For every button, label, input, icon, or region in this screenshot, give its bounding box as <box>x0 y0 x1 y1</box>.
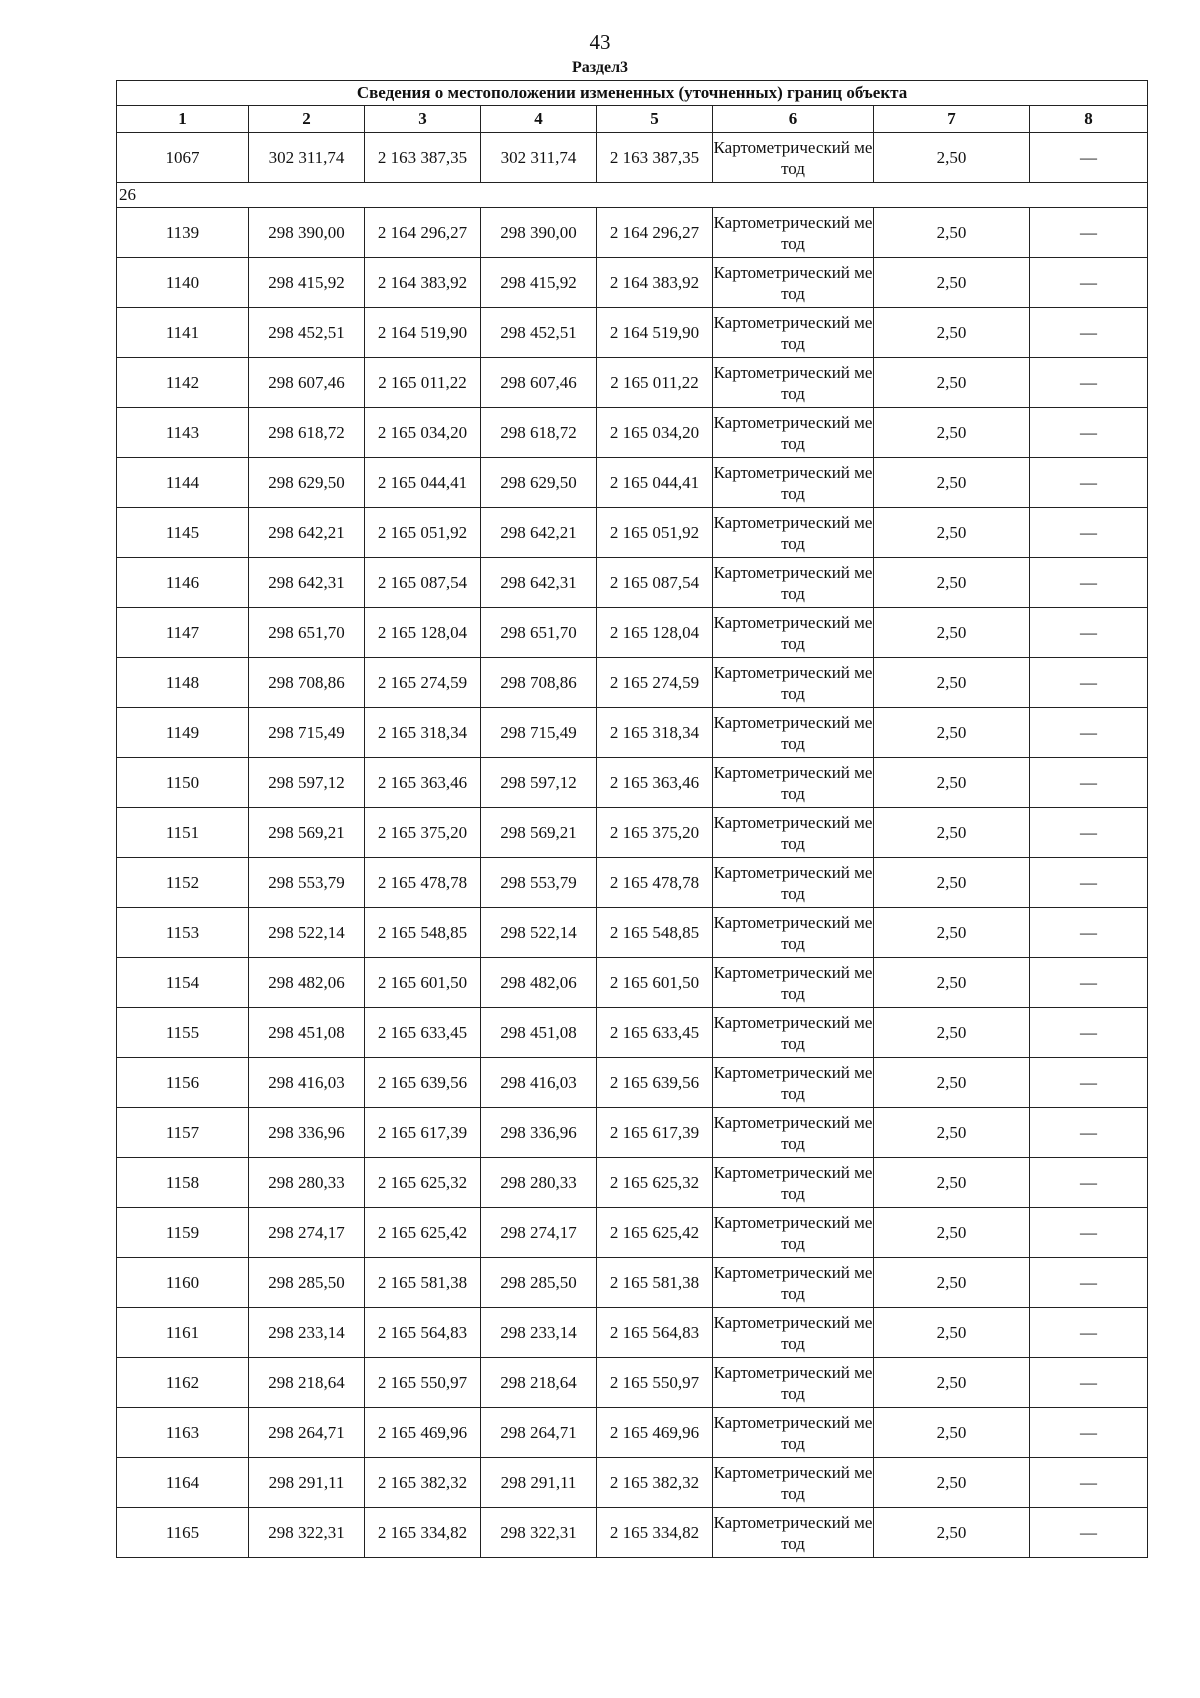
y-old-cell: 2 165 617,39 <box>365 1108 481 1158</box>
table-row <box>117 1058 1148 1108</box>
table-row <box>117 133 1148 183</box>
x-old-cell: 298 642,31 <box>249 558 365 608</box>
method-cell: Картометрический метод <box>713 1058 874 1108</box>
table-title: Сведения о местоположении измененных (уточненных) границ объекта <box>117 81 1148 106</box>
x-new-cell: 298 285,50 <box>481 1258 597 1308</box>
x-new-cell: 298 416,03 <box>481 1058 597 1108</box>
table-row <box>117 1008 1148 1058</box>
table-row <box>117 1508 1148 1558</box>
table-row <box>117 258 1148 308</box>
y-new-cell: 2 165 548,85 <box>597 908 713 958</box>
y-new-cell: 2 164 383,92 <box>597 258 713 308</box>
column-number: 2 <box>249 106 365 133</box>
y-old-cell: 2 165 363,46 <box>365 758 481 808</box>
x-old-cell: 298 390,00 <box>249 208 365 258</box>
y-old-cell: 2 164 296,27 <box>365 208 481 258</box>
y-new-cell: 2 163 387,35 <box>597 133 713 183</box>
table-row <box>117 808 1148 858</box>
method-cell: Картометрический метод <box>713 458 874 508</box>
x-old-cell: 298 715,49 <box>249 708 365 758</box>
x-new-cell: 298 569,21 <box>481 808 597 858</box>
point-number-cell: 1161 <box>117 1308 249 1358</box>
point-number-cell: 1164 <box>117 1458 249 1508</box>
accuracy-cell: 2,50 <box>874 408 1030 458</box>
x-old-cell: 298 482,06 <box>249 958 365 1008</box>
accuracy-cell: 2,50 <box>874 258 1030 308</box>
description-cell: — <box>1030 708 1148 758</box>
column-number: 3 <box>365 106 481 133</box>
description-cell: — <box>1030 1408 1148 1458</box>
y-old-cell: 2 165 274,59 <box>365 658 481 708</box>
point-number-cell: 1163 <box>117 1408 249 1458</box>
description-cell: — <box>1030 1458 1148 1508</box>
accuracy-cell: 2,50 <box>874 658 1030 708</box>
point-number-cell: 1144 <box>117 458 249 508</box>
y-old-cell: 2 165 625,32 <box>365 1158 481 1208</box>
method-cell: Картометрический метод <box>713 908 874 958</box>
y-old-cell: 2 165 087,54 <box>365 558 481 608</box>
point-number-cell: 1142 <box>117 358 249 408</box>
point-number-cell: 1162 <box>117 1358 249 1408</box>
column-number: 8 <box>1030 106 1148 133</box>
y-old-cell: 2 165 034,20 <box>365 408 481 458</box>
group-label: 26 <box>117 183 1148 208</box>
y-old-cell: 2 165 639,56 <box>365 1058 481 1108</box>
x-new-cell: 298 642,31 <box>481 558 597 608</box>
x-old-cell: 298 322,31 <box>249 1508 365 1558</box>
x-old-cell: 298 607,46 <box>249 358 365 408</box>
method-cell: Картометрический метод <box>713 708 874 758</box>
x-new-cell: 298 390,00 <box>481 208 597 258</box>
accuracy-cell: 2,50 <box>874 858 1030 908</box>
x-new-cell: 298 233,14 <box>481 1308 597 1358</box>
y-old-cell: 2 164 383,92 <box>365 258 481 308</box>
y-new-cell: 2 165 550,97 <box>597 1358 713 1408</box>
point-number-cell: 1140 <box>117 258 249 308</box>
description-cell: — <box>1030 508 1148 558</box>
description-cell: — <box>1030 258 1148 308</box>
point-number-cell: 1160 <box>117 1258 249 1308</box>
x-new-cell: 298 452,51 <box>481 308 597 358</box>
x-old-cell: 298 233,14 <box>249 1308 365 1358</box>
accuracy-cell: 2,50 <box>874 1458 1030 1508</box>
table-row <box>117 1158 1148 1208</box>
table-row <box>117 208 1148 258</box>
table-row <box>117 858 1148 908</box>
accuracy-cell: 2,50 <box>874 1258 1030 1308</box>
table-row <box>117 458 1148 508</box>
table-row <box>117 1208 1148 1258</box>
y-new-cell: 2 165 625,32 <box>597 1158 713 1208</box>
x-new-cell: 298 322,31 <box>481 1508 597 1558</box>
y-old-cell: 2 165 334,82 <box>365 1508 481 1558</box>
x-old-cell: 298 618,72 <box>249 408 365 458</box>
x-old-cell: 298 651,70 <box>249 608 365 658</box>
x-old-cell: 298 416,03 <box>249 1058 365 1108</box>
method-cell: Картометрический метод <box>713 1508 874 1558</box>
method-cell: Картометрический метод <box>713 358 874 408</box>
y-old-cell: 2 165 564,83 <box>365 1308 481 1358</box>
description-cell: — <box>1030 1108 1148 1158</box>
x-new-cell: 298 274,17 <box>481 1208 597 1258</box>
accuracy-cell: 2,50 <box>874 1008 1030 1058</box>
y-new-cell: 2 165 633,45 <box>597 1008 713 1058</box>
description-cell: — <box>1030 133 1148 183</box>
y-old-cell: 2 165 051,92 <box>365 508 481 558</box>
method-cell: Картометрический метод <box>713 1458 874 1508</box>
method-cell: Картометрический метод <box>713 558 874 608</box>
x-old-cell: 298 415,92 <box>249 258 365 308</box>
column-number: 5 <box>597 106 713 133</box>
method-cell: Картометрический метод <box>713 1008 874 1058</box>
column-number: 6 <box>713 106 874 133</box>
point-number-cell: 1067 <box>117 133 249 183</box>
x-new-cell: 298 415,92 <box>481 258 597 308</box>
table-row <box>117 558 1148 608</box>
point-number-cell: 1153 <box>117 908 249 958</box>
description-cell: — <box>1030 1358 1148 1408</box>
column-number-row <box>117 106 1148 133</box>
method-cell: Картометрический метод <box>713 758 874 808</box>
column-number: 1 <box>117 106 249 133</box>
y-old-cell: 2 163 387,35 <box>365 133 481 183</box>
point-number-cell: 1147 <box>117 608 249 658</box>
description-cell: — <box>1030 208 1148 258</box>
accuracy-cell: 2,50 <box>874 358 1030 408</box>
description-cell: — <box>1030 1058 1148 1108</box>
table-row <box>117 358 1148 408</box>
description-cell: — <box>1030 1258 1148 1308</box>
method-cell: Картометрический метод <box>713 508 874 558</box>
y-new-cell: 2 165 318,34 <box>597 708 713 758</box>
x-old-cell: 298 569,21 <box>249 808 365 858</box>
column-number: 4 <box>481 106 597 133</box>
y-new-cell: 2 165 382,32 <box>597 1458 713 1508</box>
table-row <box>117 1358 1148 1408</box>
y-old-cell: 2 165 478,78 <box>365 858 481 908</box>
point-number-cell: 1156 <box>117 1058 249 1108</box>
description-cell: — <box>1030 408 1148 458</box>
point-number-cell: 1139 <box>117 208 249 258</box>
point-number-cell: 1148 <box>117 658 249 708</box>
x-new-cell: 298 280,33 <box>481 1158 597 1208</box>
method-cell: Картометрический метод <box>713 258 874 308</box>
y-old-cell: 2 165 318,34 <box>365 708 481 758</box>
accuracy-cell: 2,50 <box>874 1208 1030 1258</box>
x-new-cell: 298 264,71 <box>481 1408 597 1458</box>
method-cell: Картометрический метод <box>713 1408 874 1458</box>
description-cell: — <box>1030 858 1148 908</box>
x-new-cell: 298 482,06 <box>481 958 597 1008</box>
method-cell: Картометрический метод <box>713 608 874 658</box>
x-old-cell: 298 642,21 <box>249 508 365 558</box>
y-new-cell: 2 165 034,20 <box>597 408 713 458</box>
y-new-cell: 2 165 564,83 <box>597 1308 713 1358</box>
x-new-cell: 298 336,96 <box>481 1108 597 1158</box>
point-number-cell: 1145 <box>117 508 249 558</box>
y-new-cell: 2 165 581,38 <box>597 1258 713 1308</box>
accuracy-cell: 2,50 <box>874 1108 1030 1158</box>
y-old-cell: 2 165 382,32 <box>365 1458 481 1508</box>
point-number-cell: 1150 <box>117 758 249 808</box>
description-cell: — <box>1030 958 1148 1008</box>
table-row <box>117 1408 1148 1458</box>
y-new-cell: 2 165 601,50 <box>597 958 713 1008</box>
y-old-cell: 2 165 550,97 <box>365 1358 481 1408</box>
table-body-main <box>117 208 1148 1558</box>
description-cell: — <box>1030 308 1148 358</box>
y-new-cell: 2 165 087,54 <box>597 558 713 608</box>
method-cell: Картометрический метод <box>713 133 874 183</box>
description-cell: — <box>1030 1008 1148 1058</box>
description-cell: — <box>1030 1158 1148 1208</box>
y-new-cell: 2 164 519,90 <box>597 308 713 358</box>
accuracy-cell: 2,50 <box>874 1508 1030 1558</box>
method-cell: Картометрический метод <box>713 1258 874 1308</box>
table-group <box>117 183 1148 208</box>
table-row <box>117 708 1148 758</box>
x-old-cell: 298 597,12 <box>249 758 365 808</box>
method-cell: Картометрический метод <box>713 808 874 858</box>
y-old-cell: 2 165 633,45 <box>365 1008 481 1058</box>
y-old-cell: 2 165 128,04 <box>365 608 481 658</box>
y-old-cell: 2 165 625,42 <box>365 1208 481 1258</box>
y-new-cell: 2 165 469,96 <box>597 1408 713 1458</box>
method-cell: Картометрический метод <box>713 208 874 258</box>
x-new-cell: 298 218,64 <box>481 1358 597 1408</box>
point-number-cell: 1151 <box>117 808 249 858</box>
y-new-cell: 2 165 334,82 <box>597 1508 713 1558</box>
table-row <box>117 908 1148 958</box>
point-number-cell: 1146 <box>117 558 249 608</box>
table-body-first <box>117 133 1148 183</box>
accuracy-cell: 2,50 <box>874 1358 1030 1408</box>
x-old-cell: 302 311,74 <box>249 133 365 183</box>
method-cell: Картометрический метод <box>713 308 874 358</box>
y-new-cell: 2 165 363,46 <box>597 758 713 808</box>
x-old-cell: 298 285,50 <box>249 1258 365 1308</box>
point-number-cell: 1159 <box>117 1208 249 1258</box>
accuracy-cell: 2,50 <box>874 1308 1030 1358</box>
point-number-cell: 1149 <box>117 708 249 758</box>
accuracy-cell: 2,50 <box>874 808 1030 858</box>
x-old-cell: 298 336,96 <box>249 1108 365 1158</box>
accuracy-cell: 2,50 <box>874 708 1030 758</box>
point-number-cell: 1155 <box>117 1008 249 1058</box>
table-row <box>117 508 1148 558</box>
table-row <box>117 608 1148 658</box>
accuracy-cell: 2,50 <box>874 958 1030 1008</box>
description-cell: — <box>1030 758 1148 808</box>
x-new-cell: 298 629,50 <box>481 458 597 508</box>
x-old-cell: 298 451,08 <box>249 1008 365 1058</box>
description-cell: — <box>1030 458 1148 508</box>
point-number-cell: 1152 <box>117 858 249 908</box>
description-cell: — <box>1030 558 1148 608</box>
accuracy-cell: 2,50 <box>874 558 1030 608</box>
y-old-cell: 2 165 375,20 <box>365 808 481 858</box>
x-old-cell: 298 218,64 <box>249 1358 365 1408</box>
point-number-cell: 1141 <box>117 308 249 358</box>
accuracy-cell: 2,50 <box>874 133 1030 183</box>
accuracy-cell: 2,50 <box>874 1408 1030 1458</box>
x-new-cell: 298 708,86 <box>481 658 597 708</box>
point-number-cell: 1165 <box>117 1508 249 1558</box>
accuracy-cell: 2,50 <box>874 308 1030 358</box>
accuracy-cell: 2,50 <box>874 208 1030 258</box>
table-row <box>117 958 1148 1008</box>
x-new-cell: 302 311,74 <box>481 133 597 183</box>
y-old-cell: 2 165 581,38 <box>365 1258 481 1308</box>
accuracy-cell: 2,50 <box>874 458 1030 508</box>
table-row <box>117 1458 1148 1508</box>
section-label: Раздел3 <box>571 59 629 76</box>
description-cell: — <box>1030 1208 1148 1258</box>
description-cell: — <box>1030 908 1148 958</box>
method-cell: Картометрический метод <box>713 408 874 458</box>
x-new-cell: 298 607,46 <box>481 358 597 408</box>
table-row <box>117 1258 1148 1308</box>
y-new-cell: 2 165 375,20 <box>597 808 713 858</box>
method-cell: Картометрический метод <box>713 658 874 708</box>
method-cell: Картометрический метод <box>713 1108 874 1158</box>
accuracy-cell: 2,50 <box>874 608 1030 658</box>
method-cell: Картометрический метод <box>713 1158 874 1208</box>
description-cell: — <box>1030 1508 1148 1558</box>
y-old-cell: 2 165 548,85 <box>365 908 481 958</box>
y-new-cell: 2 165 044,41 <box>597 458 713 508</box>
method-cell: Картометрический метод <box>713 858 874 908</box>
point-number-cell: 1143 <box>117 408 249 458</box>
x-old-cell: 298 274,17 <box>249 1208 365 1258</box>
table-row <box>117 308 1148 358</box>
x-new-cell: 298 618,72 <box>481 408 597 458</box>
x-old-cell: 298 708,86 <box>249 658 365 708</box>
y-new-cell: 2 164 296,27 <box>597 208 713 258</box>
accuracy-cell: 2,50 <box>874 1058 1030 1108</box>
accuracy-cell: 2,50 <box>874 758 1030 808</box>
accuracy-cell: 2,50 <box>874 908 1030 958</box>
y-old-cell: 2 164 519,90 <box>365 308 481 358</box>
y-old-cell: 2 165 469,96 <box>365 1408 481 1458</box>
x-new-cell: 298 522,14 <box>481 908 597 958</box>
point-number-cell: 1157 <box>117 1108 249 1158</box>
x-new-cell: 298 642,21 <box>481 508 597 558</box>
x-old-cell: 298 280,33 <box>249 1158 365 1208</box>
y-new-cell: 2 165 128,04 <box>597 608 713 658</box>
point-number-cell: 1154 <box>117 958 249 1008</box>
y-new-cell: 2 165 478,78 <box>597 858 713 908</box>
description-cell: — <box>1030 1308 1148 1358</box>
description-cell: — <box>1030 608 1148 658</box>
method-cell: Картометрический метод <box>713 1358 874 1408</box>
x-old-cell: 298 629,50 <box>249 458 365 508</box>
x-new-cell: 298 553,79 <box>481 858 597 908</box>
y-new-cell: 2 165 639,56 <box>597 1058 713 1108</box>
table-row <box>117 658 1148 708</box>
page-number: 43 <box>589 30 611 54</box>
boundary-coordinates-table <box>116 80 1148 1558</box>
x-new-cell: 298 597,12 <box>481 758 597 808</box>
x-old-cell: 298 522,14 <box>249 908 365 958</box>
y-new-cell: 2 165 051,92 <box>597 508 713 558</box>
x-new-cell: 298 651,70 <box>481 608 597 658</box>
table-row <box>117 1308 1148 1358</box>
column-number: 7 <box>874 106 1030 133</box>
y-new-cell: 2 165 274,59 <box>597 658 713 708</box>
accuracy-cell: 2,50 <box>874 1158 1030 1208</box>
table-row <box>117 1108 1148 1158</box>
x-old-cell: 298 553,79 <box>249 858 365 908</box>
x-old-cell: 298 264,71 <box>249 1408 365 1458</box>
x-old-cell: 298 291,11 <box>249 1458 365 1508</box>
x-new-cell: 298 451,08 <box>481 1008 597 1058</box>
table-row <box>117 408 1148 458</box>
description-cell: — <box>1030 358 1148 408</box>
y-new-cell: 2 165 625,42 <box>597 1208 713 1258</box>
table-row <box>117 758 1148 808</box>
y-new-cell: 2 165 617,39 <box>597 1108 713 1158</box>
description-cell: — <box>1030 658 1148 708</box>
y-old-cell: 2 165 601,50 <box>365 958 481 1008</box>
x-new-cell: 298 291,11 <box>481 1458 597 1508</box>
method-cell: Картометрический метод <box>713 1308 874 1358</box>
x-new-cell: 298 715,49 <box>481 708 597 758</box>
y-new-cell: 2 165 011,22 <box>597 358 713 408</box>
description-cell: — <box>1030 808 1148 858</box>
point-number-cell: 1158 <box>117 1158 249 1208</box>
y-old-cell: 2 165 044,41 <box>365 458 481 508</box>
accuracy-cell: 2,50 <box>874 508 1030 558</box>
method-cell: Картометрический метод <box>713 1208 874 1258</box>
x-old-cell: 298 452,51 <box>249 308 365 358</box>
method-cell: Картометрический метод <box>713 958 874 1008</box>
y-old-cell: 2 165 011,22 <box>365 358 481 408</box>
